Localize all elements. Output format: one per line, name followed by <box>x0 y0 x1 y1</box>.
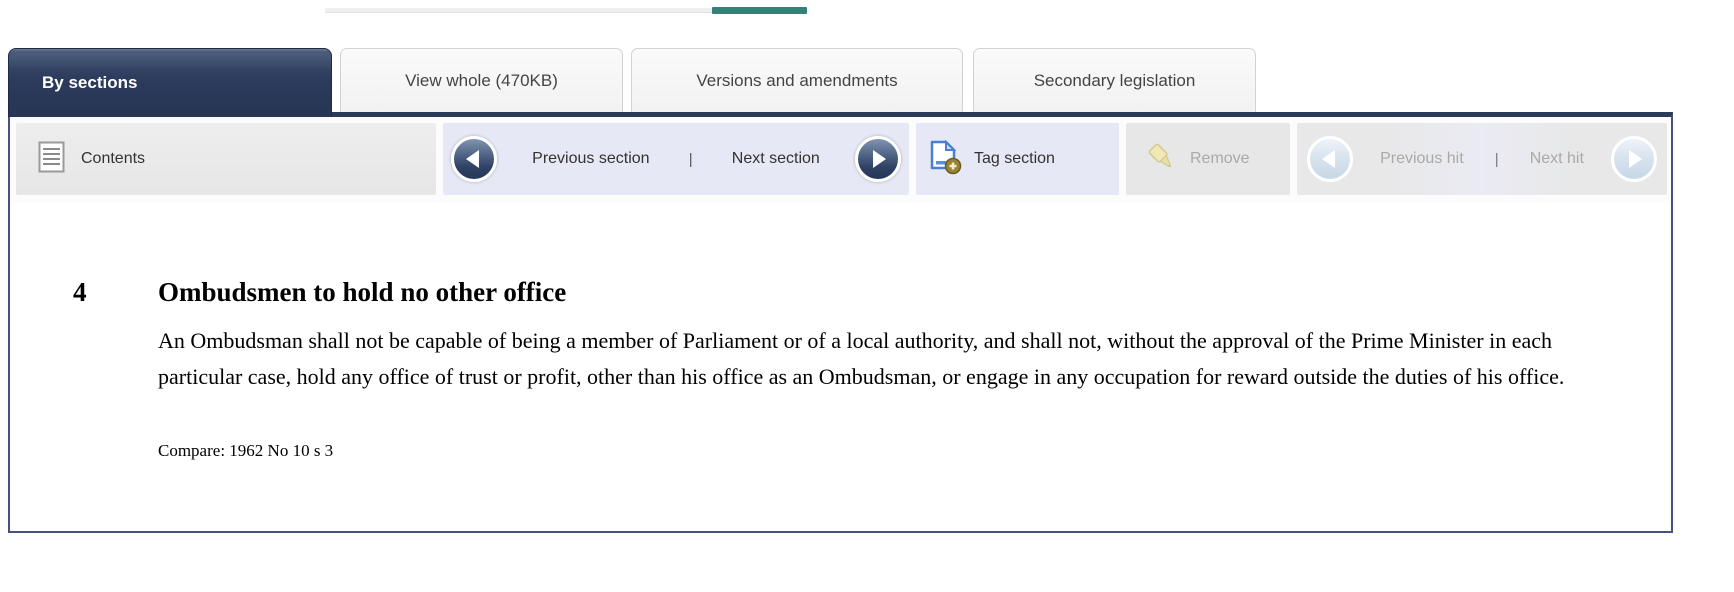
tab-by-sections[interactable] <box>8 48 332 117</box>
search-accent-bar <box>712 7 807 14</box>
hit-nav-group <box>1297 123 1667 195</box>
next-hit-label: Next hit <box>1529 150 1584 167</box>
section-nav-group <box>443 123 909 195</box>
previous-hit-label: Previous hit <box>1380 150 1464 167</box>
next-section-label[interactable]: Next section <box>731 150 820 167</box>
tag-section-label: Tag section <box>974 150 1055 167</box>
toolbar <box>10 117 1671 203</box>
compare-note: Compare: 1962 No 10 s 3 <box>158 441 334 460</box>
arrow-right-icon-disabled <box>1629 150 1642 168</box>
arrow-left-icon <box>466 150 479 168</box>
tab-versions-amendments[interactable] <box>631 48 963 112</box>
next-hit-button[interactable] <box>1611 136 1657 182</box>
tab-secondary-legislation-label: Secondary legislation <box>1033 70 1196 90</box>
tab-view-whole[interactable] <box>340 48 623 112</box>
page-add-icon <box>928 139 962 180</box>
document-icon <box>38 141 65 178</box>
tab-versions-amendments-label: Versions and amendments <box>696 70 898 90</box>
content-panel <box>8 112 1673 533</box>
arrow-left-icon-disabled <box>1322 150 1335 168</box>
next-section-button[interactable] <box>855 136 901 182</box>
tab-view-whole-label: View whole (470KB) <box>405 70 558 90</box>
previous-hit-button[interactable] <box>1307 136 1353 182</box>
arrow-right-icon <box>873 150 886 168</box>
previous-section-button[interactable] <box>451 136 497 182</box>
tab-by-sections-label: By sections <box>42 73 138 92</box>
remove-button[interactable] <box>1126 123 1290 195</box>
section-number: 4 <box>73 277 87 307</box>
section-nav-separator: | <box>688 150 693 168</box>
section-heading: Ombudsmen to hold no other office <box>158 277 567 307</box>
hit-nav-separator: | <box>1494 150 1499 168</box>
remove-label: Remove <box>1190 150 1250 167</box>
contents-label: Contents <box>81 150 146 167</box>
section-body: An Ombudsman shall not be capable of being a member of Parliament or of a local authority, and shall not, without the approval of the Prime Minister in each particular case, hold any office of trust or profit, other than his office as an Ombudsman, or engage in any occupation for reward outside the duties of his office. <box>158 328 1565 389</box>
highlighter-icon <box>1146 141 1178 178</box>
contents-button[interactable] <box>16 123 436 195</box>
tag-section-button[interactable] <box>916 123 1119 195</box>
tab-secondary-legislation[interactable] <box>973 48 1256 112</box>
search-bar-bottom-edge <box>325 8 712 13</box>
previous-section-label[interactable]: Previous section <box>532 150 650 167</box>
